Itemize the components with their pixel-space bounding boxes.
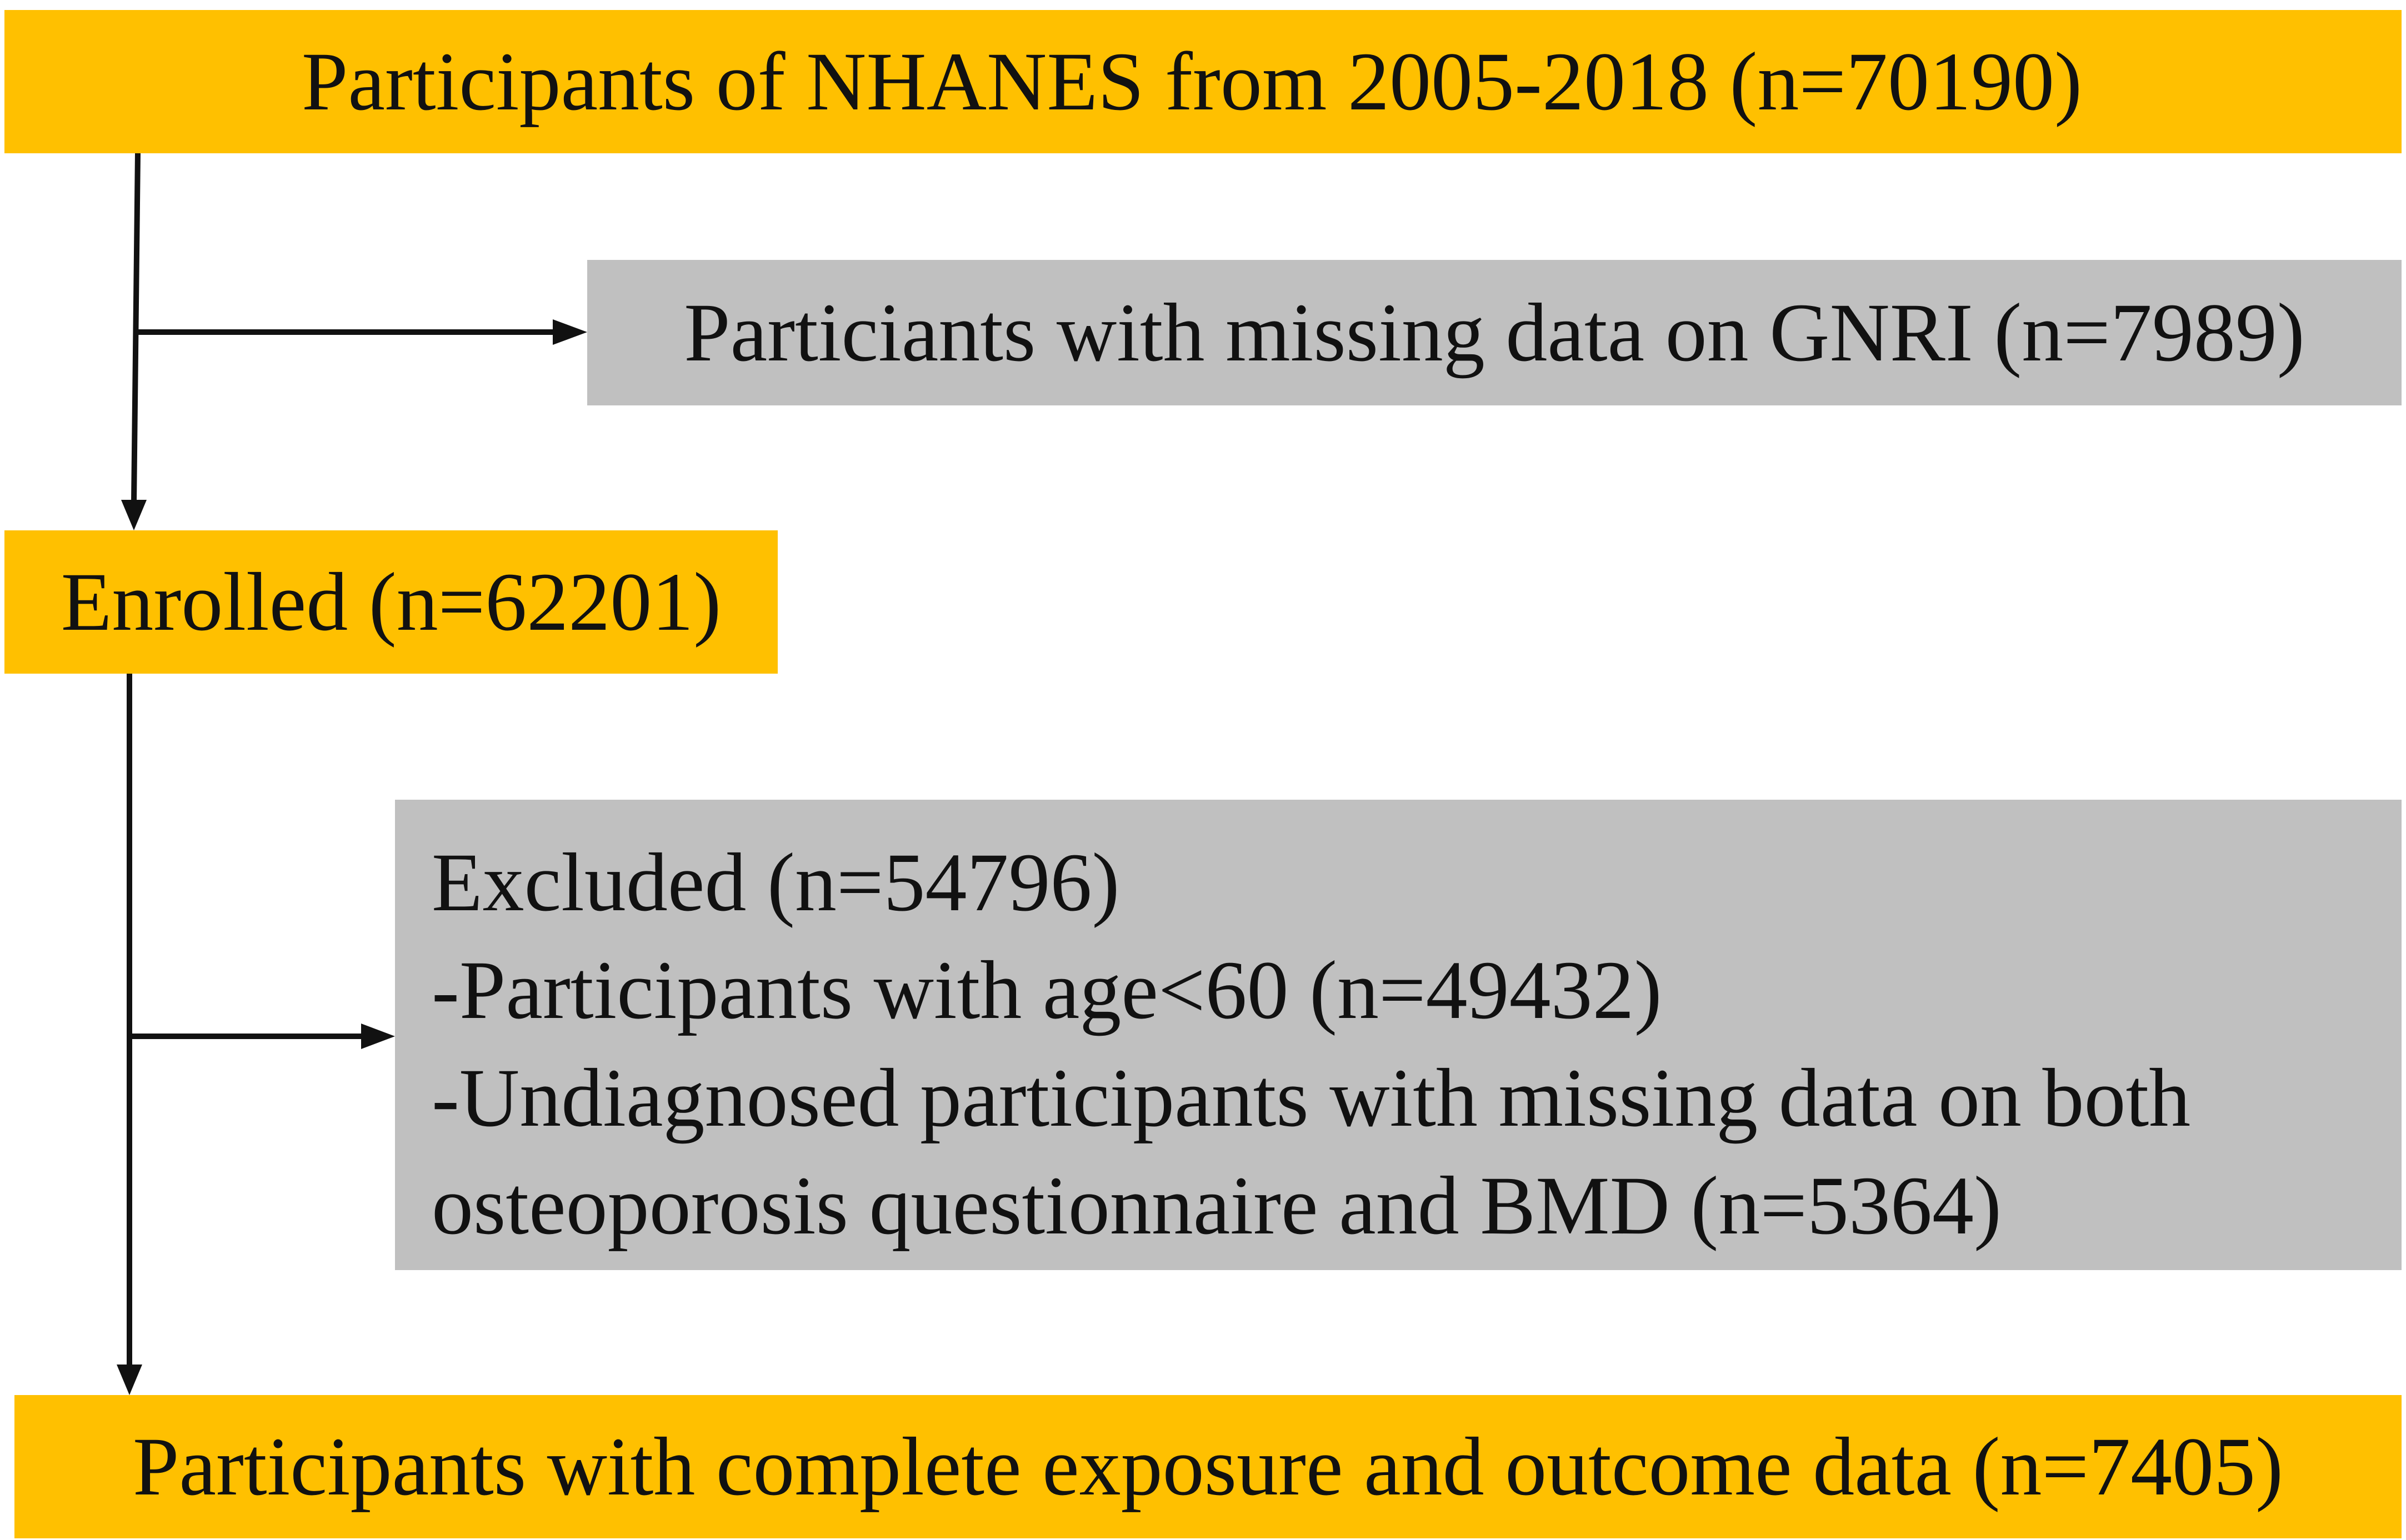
missing-gnri-label: Particiants with missing data on GNRI (n=7989)	[684, 287, 2305, 379]
connector-top-to-enrolled	[134, 153, 138, 503]
excluded-age-criterion: -Participants with age<60 (n=49432)	[432, 944, 1662, 1036]
arrowhead-right-excluded	[361, 1024, 395, 1049]
arrowhead-right-missing	[553, 319, 587, 345]
excluded-undiagnosed-criterion: -Undiagnosed participants with missing data on both	[432, 1052, 2191, 1144]
enrolled-label: Enrolled (n=62201)	[61, 556, 722, 648]
excluded-undiagnosed-criterion-cont: osteoporosis questionnaire and BMD (n=5364)	[432, 1160, 2002, 1252]
excluded-title: Excluded (n=54796)	[432, 836, 1120, 929]
final-label: Participants with complete exposure and outcome data (n=7405)	[133, 1421, 2283, 1513]
arrowhead-down-enrolled	[121, 500, 147, 530]
arrowhead-down-final	[117, 1365, 142, 1395]
top-box-label: Participants of NHANES from 2005-2018 (n=70190)	[301, 36, 2082, 128]
